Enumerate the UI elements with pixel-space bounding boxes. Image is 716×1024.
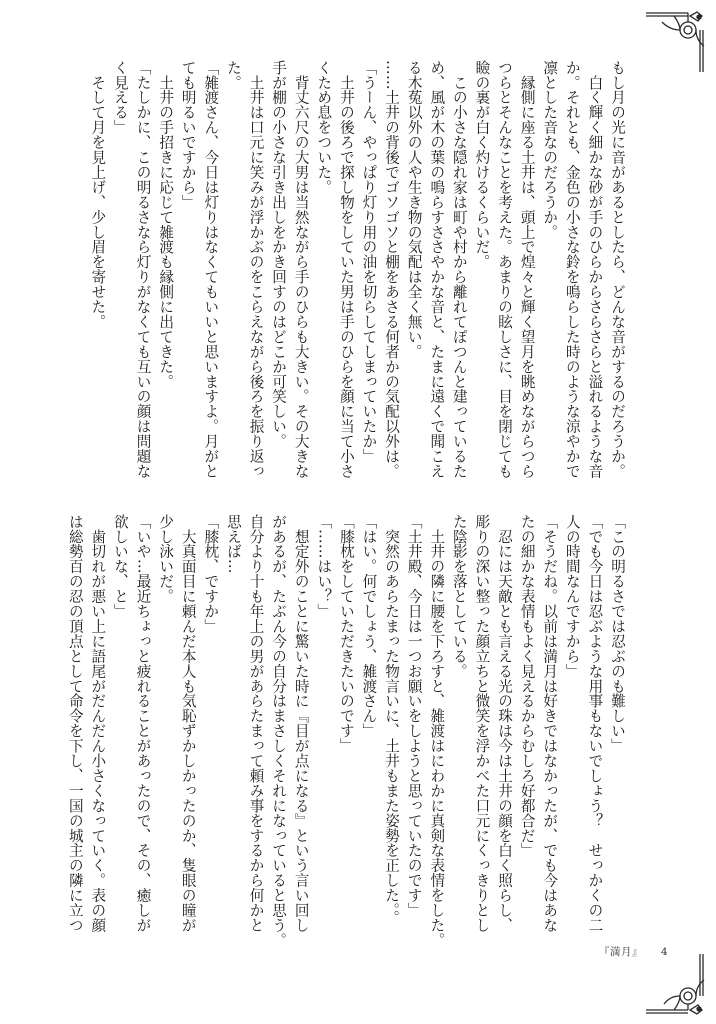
page-number: 4	[660, 946, 668, 958]
page-footer	[599, 944, 668, 959]
text-column: 「膝枕をしていただきたいのです」	[337, 514, 355, 754]
text-column: め、風が木の葉の鳴らすささやかな音と、たまに遠くで聞こえ	[428, 60, 446, 479]
text-column: 「たしかに、この明るさなら灯りがなくても互いの顔は問題な	[134, 60, 152, 479]
text-column: ても明るいですから」	[179, 60, 197, 210]
text-column: 少し泳いだ。	[157, 514, 175, 604]
text-column: ……土井の背後でゴソゴソと棚をあさる何者かの気配以外は。	[383, 60, 401, 479]
text-column: 「雑渡さん、今日は灯りはなくてもいいと思いますよ。月がと	[202, 60, 220, 479]
text-column: 「うーん、やっぱり灯り用の油を切らしてしまっていたか」	[360, 60, 378, 464]
text-column: くため息をついた。	[315, 60, 333, 195]
text-column: 土井は口元に笑みが浮かぶのをこらえながら後ろを振り返っ	[247, 60, 265, 479]
text-column: 土井の手招きに応じて雑渡も縁側に出てきた。	[157, 60, 175, 389]
lower-text-block	[66, 514, 628, 948]
text-column: もし月の光に音があるとしたら、どんな音がするのだろうか。	[609, 60, 626, 479]
text-column: 自分より十も年上の男があらたまって頼み事をするから何かと	[247, 514, 265, 933]
text-column: 「そうだね。以前は満月は好きではなかったが、でも今はあな	[541, 514, 559, 933]
text-column: 「……はい？」	[315, 514, 333, 619]
text-column: 凛とした音なのだろうか。	[541, 60, 559, 240]
text-column: 「土井殿、今日は一つお願いをしようと思っていたのです」	[405, 514, 423, 918]
text-column: たの細かな表情もよく見えるからむしろ好都合だ」	[518, 514, 536, 858]
text-column: があるが、たぶん今の自分はまさしくそれになっていると思う。	[270, 514, 288, 948]
text-column: く見える」	[111, 60, 129, 135]
text-column: は総勢百の忍の頂点として命令を下し、一国の城主の隣に立つ	[66, 514, 84, 933]
upper-text-block	[84, 60, 628, 479]
text-column: 忍には天敵とも言える光の珠は今は土井の顔を白く照らし、	[496, 514, 514, 933]
text-column: 瞼の裏が白く灼けるくらいだ。	[473, 60, 491, 270]
text-column: 白く輝く細かな砂が手のひらからさらさらと溢れるような音	[586, 60, 604, 479]
text-column: そして月を見上げ、少し眉を寄せた。	[89, 60, 107, 330]
text-column: 欲しいな、と」	[111, 514, 129, 619]
text-column: 背丈六尺の大男は当然ながら手のひらも大きい。その大きな	[292, 60, 310, 479]
text-column: 大真面目に頼んだ本人も気恥ずかしかったのか、隻眼の瞳が	[179, 514, 197, 933]
text-column: この小さな隠れ家は町や村から離れてぽつんと建っているた	[450, 60, 468, 479]
text-column: た陰影を落としている。	[450, 514, 468, 679]
text-column: 「いや…最近ちょっと疲れることがあったので、その、癒しが	[134, 514, 152, 933]
text-column: 彫りの深い整った顔立ちと微笑を浮かべた口元にくっきりとし	[473, 514, 491, 933]
text-column: 思えば…	[224, 514, 242, 574]
text-column: 縁側に座る土井は、頭上で煌々と輝く望月を眺めながらつら	[518, 60, 536, 479]
text-column: 手が棚の小さな引き出しをかき回すのはどこか可笑しい。	[270, 60, 288, 449]
corner-ornament-bottom-icon	[642, 952, 706, 1016]
text-column: 想定外のことに驚いた時に『目が点になる』という言い回し	[292, 514, 310, 933]
text-column: か。それとも、金色の小さな鈴を鳴らした時のような涼やかで	[563, 60, 581, 479]
text-column: 土井の隣に腰を下ろすと、雑渡はにわかに真剣な表情をした。	[428, 514, 446, 948]
text-column: る木菟以外の人や生き物の気配は全く無い。	[405, 60, 423, 359]
text-column: 歯切れが悪い上に語尾がだんだん小さくなっていく。表の顔	[89, 514, 107, 933]
text-column: 人の時間なんですから」	[563, 514, 581, 679]
text-column: 土井の後ろで探し物をしていた男は手のひらを顔に当て小さ	[337, 60, 355, 479]
book-title: 『満月』	[598, 946, 643, 958]
text-column: 「はい。何でしょう、雑渡さん」	[360, 514, 378, 739]
text-column: た。	[224, 60, 242, 90]
text-column: 「この明るさでは忍ぶのも難しい」	[609, 514, 626, 754]
text-column: 「膝枕、ですか」	[202, 514, 220, 634]
text-column: つらとそんなことを考えた。あまりの眩しさに、目を閉じても	[496, 60, 514, 479]
text-column: 「でも今日は忍ぶような用事もないでしょう？ せっかくの二	[586, 514, 604, 933]
text-column: 突然のあらたまった物言いに、土井もまた姿勢を正した。。	[383, 514, 401, 926]
corner-ornament-top-icon	[642, 10, 706, 74]
